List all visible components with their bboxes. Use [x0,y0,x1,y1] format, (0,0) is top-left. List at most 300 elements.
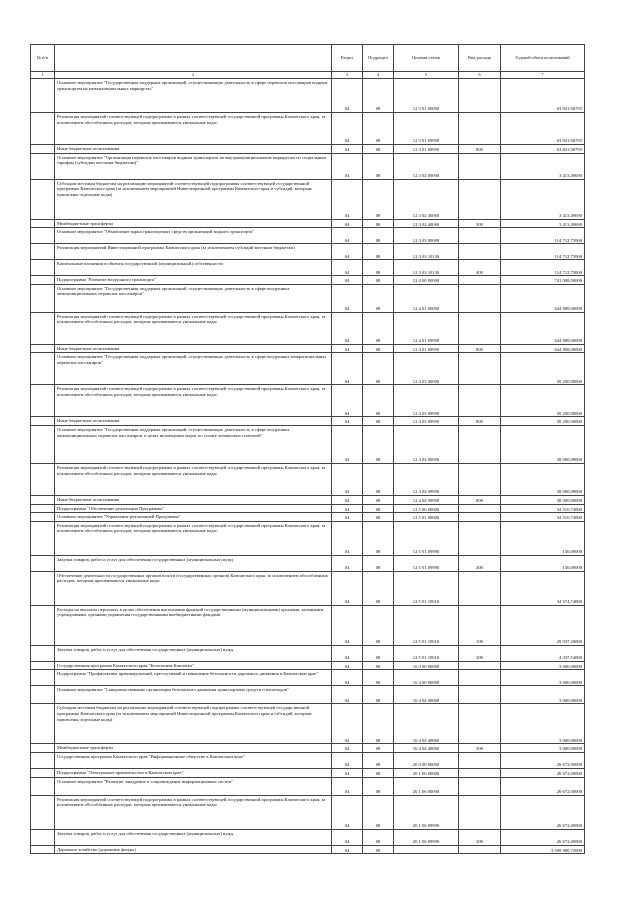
row-target-article-cell: 20 1 06 09990 [394,795,459,829]
row-amount-cell: 34 510,74000 [501,504,585,513]
row-subsection-cell: 08 [363,661,394,670]
row-num-cell [31,495,55,504]
row-subsection-cell: 08 [363,504,394,513]
row-name-cell: Иные бюджетные ассигнования [55,145,332,154]
table-row [31,555,585,571]
row-target-article-cell [394,845,459,854]
row-num-cell [31,513,55,522]
row-num-cell [31,795,55,829]
row-subsection-cell: 08 [363,752,394,768]
row-expense-type-cell [459,845,501,854]
row-target-article-cell: 12 4 03 00000 [394,353,459,385]
table-row [31,571,585,605]
table-row [31,686,585,704]
row-section-cell: 04 [332,645,363,661]
row-num-cell [31,768,55,777]
table-row [31,463,585,495]
row-name-cell: Основное мероприятие "Совершенствование организации безопасного движения транспортных средств и пешеходов" [55,686,332,704]
row-amount-cell: 741 008,00000 [501,276,585,285]
header-target-article: Целевая статья [394,45,459,72]
table-row [31,179,585,219]
row-amount-cell: 3 000,00000 [501,704,585,744]
row-section-cell: 04 [332,244,363,260]
table-row [31,768,585,777]
row-expense-type-cell [459,686,501,704]
row-num-cell [31,417,55,426]
table-row [31,605,585,645]
budget-allocation-table [30,44,585,854]
table-row [31,495,585,504]
table-row [31,153,585,179]
row-name-cell: Межбюджетные трансферты [55,744,332,753]
table-row [31,260,585,276]
row-expense-type-cell [459,504,501,513]
row-section-cell: 04 [332,260,363,276]
row-subsection-cell: 08 [363,260,394,276]
row-section-cell: 04 [332,425,363,463]
header-num: № п/п [31,45,55,72]
row-num-cell [31,113,55,145]
row-subsection-cell: 08 [363,417,394,426]
row-subsection-cell: 08 [363,768,394,777]
row-name-cell: Подпрограмма "Электронное правительство в Камчатском крае" [55,768,332,777]
row-num-cell [31,521,55,555]
row-subsection-cell: 08 [363,829,394,845]
row-amount-cell: 644 808,00000 [501,284,585,312]
row-num-cell [31,661,55,670]
column-index: 6 [459,72,501,79]
row-section-cell: 04 [332,284,363,312]
row-section-cell: 04 [332,752,363,768]
row-num-cell [31,79,55,113]
row-name-cell: Субсидии местным бюджетам на реализацию мероприятий соответствующей подпрограммы соответствующей государственной программы Камчатского края (за исключением мероприятий Инвестиционной программы Камчатского края и субсидий, которым присвоены отдельные коды) [55,704,332,744]
column-index: 7 [501,72,585,79]
table-row [31,113,585,145]
row-section-cell: 04 [332,385,363,417]
row-target-article-cell: 12 5 01 09990 [394,521,459,555]
row-amount-cell: 3 000,00000 [501,744,585,753]
row-amount-cell: 114 712,75000 [501,260,585,276]
row-target-article-cell: 12 5 01 10010 [394,605,459,645]
row-subsection-cell: 08 [363,353,394,385]
table-row [31,244,585,260]
row-target-article-cell: 12 5 01 00000 [394,513,459,522]
row-name-cell: Иные бюджетные ассигнования [55,417,332,426]
row-subsection-cell: 08 [363,571,394,605]
column-index-row [31,72,585,79]
row-target-article-cell: 20 1 06 00000 [394,777,459,795]
row-section-cell: 04 [332,521,363,555]
row-subsection-cell: 08 [363,228,394,244]
row-section-cell: 04 [332,276,363,285]
row-name-cell: Реализация мероприятий соответствующей подпрограммы в рамках соответствующей государственной программы Камчатского края, за исключением обособленных расходов, которым присваиваются уникальные коды [55,113,332,145]
column-index: 3 [332,72,363,79]
row-num-cell [31,605,55,645]
row-expense-type-cell [459,353,501,385]
row-expense-type-cell: 100 [459,605,501,645]
table-row [31,79,585,113]
row-target-article-cell: 20 1 00 00000 [394,768,459,777]
row-section-cell: 04 [332,513,363,522]
row-expense-type-cell [459,385,501,417]
row-amount-cell: 3 000,00000 [501,670,585,686]
budget-table-page [30,44,584,854]
row-num-cell [31,260,55,276]
row-num-cell [31,555,55,571]
row-amount-cell: 3 509 980,72000 [501,845,585,854]
row-num-cell [31,645,55,661]
row-name-cell: Иные бюджетные ассигнования [55,344,332,353]
row-num-cell [31,353,55,385]
row-subsection-cell: 08 [363,113,394,145]
row-amount-cell: 3 000,00000 [501,686,585,704]
row-name-cell: Обеспечение деятельности государственных органов власти (государственных органов) Камчатского края, за исключением обособленных расходов, которым присваиваются уникальные коды [55,571,332,605]
row-amount-cell: 63 841,06795 [501,145,585,154]
row-target-article-cell: 16 4 00 00000 [394,670,459,686]
row-expense-type-cell: 800 [459,495,501,504]
row-subsection-cell: 08 [363,425,394,463]
row-target-article-cell: 12 5 01 09990 [394,555,459,571]
row-amount-cell: 58 200,00000 [501,417,585,426]
row-expense-type-cell: 200 [459,555,501,571]
row-amount-cell: 38 000,00000 [501,463,585,495]
row-target-article-cell: 12 3 02 40060 [394,219,459,228]
table-row [31,425,585,463]
row-target-article-cell: 12 4 04 09990 [394,495,459,504]
row-name-cell: Основное мероприятие "Управление реализацией Программы" [55,513,332,522]
table-row [31,276,585,285]
row-target-article-cell: 12 3 01 09990 [394,113,459,145]
row-num-cell [31,312,55,344]
row-num-cell [31,179,55,219]
row-num-cell [31,571,55,605]
header-expense-type: Вид расхода [459,45,501,72]
row-subsection-cell: 08 [363,153,394,179]
table-body [31,79,585,854]
row-expense-type-cell [459,463,501,495]
row-expense-type-cell [459,425,501,463]
table-row [31,795,585,829]
row-amount-cell: 29 937,20000 [501,605,585,645]
table-row [31,829,585,845]
row-target-article-cell: 12 3 03 10130 [394,260,459,276]
table-row [31,312,585,344]
row-section-cell: 04 [332,79,363,113]
row-expense-type-cell: 500 [459,219,501,228]
table-row [31,645,585,661]
row-name-cell: Капитальные вложения в объекты государственной (муниципальной) собственности [55,260,332,276]
row-amount-cell: 644 808,00000 [501,344,585,353]
row-target-article-cell: 12 4 04 00000 [394,425,459,463]
column-index: 1 [31,72,55,79]
row-num-cell [31,845,55,854]
table-row [31,417,585,426]
table-row [31,670,585,686]
row-target-article-cell: 12 3 03 10130 [394,244,459,260]
table-row [31,661,585,670]
row-num-cell [31,504,55,513]
row-section-cell: 04 [332,495,363,504]
row-subsection-cell: 08 [363,145,394,154]
row-expense-type-cell: 800 [459,145,501,154]
row-num-cell [31,153,55,179]
row-amount-cell: 3 413,49690 [501,153,585,179]
table-row [31,228,585,244]
row-expense-type-cell [459,752,501,768]
table-row [31,744,585,753]
row-section-cell: 04 [332,571,363,605]
row-num-cell [31,145,55,154]
row-expense-type-cell [459,704,501,744]
row-subsection-cell: 08 [363,513,394,522]
row-subsection-cell: 08 [363,344,394,353]
row-subsection-cell: 08 [363,555,394,571]
row-expense-type-cell [459,670,501,686]
row-subsection-cell: 08 [363,219,394,228]
row-subsection-cell: 09 [363,845,394,854]
row-section-cell: 04 [332,845,363,854]
table-row [31,353,585,385]
row-section-cell: 04 [332,555,363,571]
row-amount-cell: 58 200,00000 [501,385,585,417]
row-num-cell [31,744,55,753]
row-section-cell: 04 [332,179,363,219]
row-subsection-cell: 08 [363,795,394,829]
row-amount-cell: 26 672,00000 [501,795,585,829]
row-name-cell: Закупка товаров, работ и услуг для обеспечения государственных (муниципальных) нужд [55,829,332,845]
row-num-cell [31,219,55,228]
row-subsection-cell: 08 [363,312,394,344]
row-target-article-cell: 12 4 04 09990 [394,463,459,495]
row-section-cell: 04 [332,829,363,845]
row-target-article-cell: 12 3 01 09990 [394,145,459,154]
row-expense-type-cell [459,571,501,605]
row-target-article-cell: 12 4 00 00000 [394,276,459,285]
row-amount-cell: 26 672,00000 [501,768,585,777]
row-amount-cell: 34 374,74000 [501,571,585,605]
row-subsection-cell: 08 [363,495,394,504]
row-num-cell [31,829,55,845]
table-row [31,752,585,768]
row-name-cell: Субсидии местным бюджетам на реализацию мероприятий соответствующей подпрограммы соответствующей государственной программы Камчатского края (за исключением мероприятий Инвестиционной программы Камчатского края и субсидий, которым присвоены отдельные коды) [55,179,332,219]
row-name-cell: Реализация мероприятий соответствующей подпрограммы в рамках соответствующей государственной программы Камчатского края, за исключением обособленных расходов, которым присваиваются уникальные коды [55,463,332,495]
row-section-cell: 04 [332,744,363,753]
row-subsection-cell: 08 [363,605,394,645]
row-expense-type-cell [459,661,501,670]
row-expense-type-cell [459,153,501,179]
row-subsection-cell: 08 [363,284,394,312]
row-target-article-cell: 12 3 01 00000 [394,79,459,113]
row-target-article-cell: 12 5 00 00000 [394,504,459,513]
row-expense-type-cell [459,795,501,829]
row-target-article-cell: 12 3 03 00000 [394,228,459,244]
row-section-cell: 04 [332,312,363,344]
row-target-article-cell: 16 4 04 40060 [394,704,459,744]
row-name-cell: Государственная программа Камчатского края "Безопасная Камчатка" [55,661,332,670]
row-name-cell: Реализация мероприятий соответствующей подпрограммы в рамках соответствующей государственной программы Камчатского края, за исключением обособленных расходов, которым присваиваются уникальные коды [55,385,332,417]
row-subsection-cell: 08 [363,244,394,260]
table-row [31,284,585,312]
row-section-cell: 04 [332,145,363,154]
row-target-article-cell: 12 4 03 09990 [394,385,459,417]
row-num-cell [31,276,55,285]
row-amount-cell: 58 200,00000 [501,353,585,385]
column-index: 5 [394,72,459,79]
row-section-cell: 04 [332,504,363,513]
row-amount-cell: 4 437,54000 [501,645,585,661]
row-expense-type-cell: 800 [459,417,501,426]
row-name-cell: Государственная программа Камчатского края "Информационное общество в Камчатском крае" [55,752,332,768]
table-header-row [31,45,585,72]
row-target-article-cell: 16 4 04 40060 [394,744,459,753]
row-amount-cell: 26 672,00000 [501,777,585,795]
row-name-cell: Основное мероприятие "Государственная поддержка организаций, осуществляющих деятельность в сфере воздушных межрегиональных перевозок пассажиров" [55,353,332,385]
row-name-cell: Дорожное хозяйство (дорожные фонды) [55,845,332,854]
row-target-article-cell: 12 4 01 09990 [394,344,459,353]
table-row [31,504,585,513]
row-amount-cell: 3 000,00000 [501,661,585,670]
row-target-article-cell: 12 4 01 09990 [394,312,459,344]
row-amount-cell: 644 808,00000 [501,312,585,344]
row-amount-cell: 63 841,06795 [501,113,585,145]
row-num-cell [31,686,55,704]
row-section-cell: 04 [332,113,363,145]
row-expense-type-cell: 500 [459,744,501,753]
row-expense-type-cell [459,768,501,777]
row-amount-cell: 114 712,75000 [501,228,585,244]
row-target-article-cell: 16 0 00 00000 [394,661,459,670]
row-num-cell [31,670,55,686]
row-amount-cell: 26 672,00000 [501,829,585,845]
table-row [31,704,585,744]
row-name-cell: Закупка товаров, работ и услуг для обеспечения государственных (муниципальных) нужд [55,555,332,571]
row-target-article-cell: 12 5 01 10010 [394,571,459,605]
row-expense-type-cell [459,113,501,145]
row-name-cell: Основное мероприятие "Государственная поддержка организаций, осуществляющих деятельность в сфере воздушных межмуниципальных перевозок пассажиров" [55,284,332,312]
row-section-cell: 04 [332,463,363,495]
row-subsection-cell: 08 [363,79,394,113]
table-row [31,845,585,854]
row-subsection-cell: 08 [363,704,394,744]
header-amount: Годовой объем ассигнований [501,45,585,72]
row-num-cell [31,425,55,463]
row-subsection-cell: 08 [363,463,394,495]
row-section-cell: 04 [332,228,363,244]
row-section-cell: 04 [332,686,363,704]
row-target-article-cell: 12 3 02 00000 [394,153,459,179]
row-amount-cell: 38 000,00000 [501,495,585,504]
row-expense-type-cell [459,228,501,244]
row-amount-cell: 136,00000 [501,555,585,571]
table-row [31,513,585,522]
column-index: 2 [55,72,332,79]
row-expense-type-cell: 200 [459,829,501,845]
row-subsection-cell: 08 [363,179,394,219]
row-amount-cell: 3 413,49690 [501,219,585,228]
row-name-cell: Реализация мероприятий соответствующей подпрограммы в рамках соответствующей государственной программы Камчатского края, за исключением обособленных расходов, которым присваиваются уникальные коды [55,795,332,829]
row-num-cell [31,463,55,495]
row-section-cell: 04 [332,795,363,829]
row-target-article-cell: 20 1 06 09990 [394,829,459,845]
row-amount-cell: 63 841,06795 [501,79,585,113]
row-num-cell [31,752,55,768]
header-section: Раздел [332,45,363,72]
row-expense-type-cell: 400 [459,260,501,276]
row-expense-type-cell: 800 [459,344,501,353]
row-name-cell: Иные бюджетные ассигнования [55,495,332,504]
row-num-cell [31,777,55,795]
row-amount-cell: 114 712,75000 [501,244,585,260]
row-name-cell: Подпрограмма "Профилактика правонарушений, преступлений и повышение безопасности дорожного движения в Камчатском крае" [55,670,332,686]
row-name-cell: Основное мероприятие "Обновление парка транспортных средств организаций водного транспорта" [55,228,332,244]
table-row [31,219,585,228]
row-section-cell: 04 [332,153,363,179]
row-name-cell: Расходы на выплаты персоналу в целях обеспечения выполнения функций государственными (муниципальными) органами, казенными учреждениями, органами управления государственными внебюджетными фондами [55,605,332,645]
row-expense-type-cell: 200 [459,645,501,661]
row-section-cell: 04 [332,670,363,686]
row-section-cell: 04 [332,605,363,645]
row-subsection-cell: 08 [363,744,394,753]
row-name-cell: Закупка товаров, работ и услуг для обеспечения государственных (муниципальных) нужд [55,645,332,661]
table-row [31,521,585,555]
row-target-article-cell: 12 3 02 40060 [394,179,459,219]
row-amount-cell: 3 413,49690 [501,179,585,219]
row-num-cell [31,228,55,244]
row-name-cell: Основное мероприятие "Государственная поддержка организаций, осуществляющих деятельность в сфере воздушных межмуниципальных перевозок пассажиров, в целях возмещения затрат по уплате лизинговых платежей" [55,425,332,463]
table-row [31,145,585,154]
row-name-cell: Реализация мероприятий соответствующей подпрограммы в рамках соответствующей государственной программы Камчатского края, за исключением обособленных расходов, которым присваиваются уникальные коды [55,312,332,344]
column-index: 4 [363,72,394,79]
row-subsection-cell: 08 [363,276,394,285]
row-amount-cell: 34 510,74000 [501,513,585,522]
row-name-cell: Реализация мероприятий Инвестиционной программы Камчатского края (за исключением субсидий местным бюджетам) [55,244,332,260]
row-expense-type-cell [459,513,501,522]
table-row [31,344,585,353]
header-subsection: Подраздел [363,45,394,72]
row-amount-cell: 38 000,00000 [501,425,585,463]
row-subsection-cell: 08 [363,521,394,555]
row-name-cell: Основное мероприятие "Развитие, внедрение и сопровождение информационных систем" [55,777,332,795]
row-name-cell: Подпрограмма "Развитие воздушного транспорта" [55,276,332,285]
row-expense-type-cell [459,276,501,285]
row-target-article-cell: 12 4 01 00000 [394,284,459,312]
row-section-cell: 04 [332,704,363,744]
header-name [55,45,332,72]
row-expense-type-cell [459,521,501,555]
row-subsection-cell: 08 [363,777,394,795]
row-name-cell: Подпрограмма "Обеспечение реализации Программы" [55,504,332,513]
row-num-cell [31,704,55,744]
row-expense-type-cell [459,312,501,344]
row-name-cell: Основное мероприятие "Организация перевозок пассажиров водным транспортом по внутримуниципальным маршрутам по социальным тарифам (субсидии местным бюджетам)" [55,153,332,179]
row-num-cell [31,344,55,353]
row-subsection-cell: 08 [363,385,394,417]
row-section-cell: 04 [332,344,363,353]
table-row [31,385,585,417]
row-num-cell [31,284,55,312]
table-row [31,777,585,795]
row-name-cell: Межбюджетные трансферты [55,219,332,228]
row-target-article-cell: 12 5 01 10010 [394,645,459,661]
row-section-cell: 04 [332,661,363,670]
row-subsection-cell: 08 [363,670,394,686]
row-expense-type-cell [459,244,501,260]
row-expense-type-cell [459,179,501,219]
row-target-article-cell: 20 0 00 00000 [394,752,459,768]
row-subsection-cell: 08 [363,686,394,704]
row-expense-type-cell [459,777,501,795]
row-expense-type-cell [459,284,501,312]
